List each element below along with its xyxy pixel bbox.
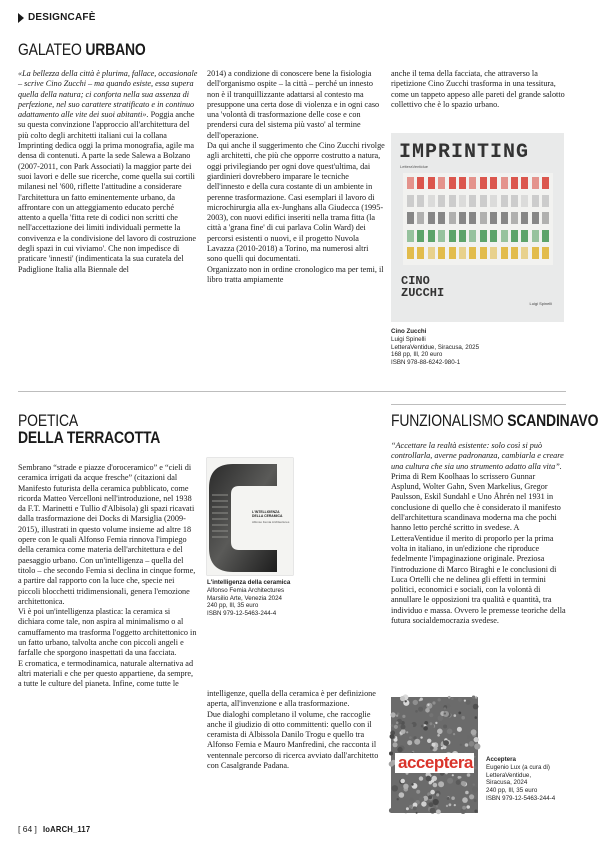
- facade-window: [542, 195, 549, 207]
- article3-headline: FUNZIONALISMO SCANDINAVO: [391, 411, 598, 430]
- caption-line: 240 pp, Ill, 35 euro: [486, 787, 538, 795]
- crowd-dot: [474, 810, 477, 813]
- crowd-dot: [461, 716, 465, 720]
- article3-quote: “Accettare la realtà esistente: solo così si può controllarla, averne padronanza, cambiarla e creare una cultura che sia uno strumento adatto alla vita”.: [391, 441, 564, 471]
- crowd-dot: [472, 696, 475, 699]
- crowd-dot: [459, 776, 461, 778]
- crowd-dot: [464, 700, 466, 702]
- crowd-dot: [410, 798, 414, 802]
- crowd-dot: [414, 739, 420, 745]
- triangle-marker-icon: [18, 13, 24, 23]
- page-number: [ 64 ]: [18, 824, 37, 834]
- crowd-dot: [407, 740, 412, 745]
- crowd-dot: [472, 787, 478, 793]
- crowd-dot: [474, 799, 477, 802]
- crowd-dot: [430, 790, 435, 795]
- facade-window: [469, 247, 476, 259]
- facade-window: [449, 212, 456, 224]
- facade-window: [542, 230, 549, 242]
- facade-window: [469, 177, 476, 189]
- article1-column-3: anche il tema della facciata, che attraverso la ripetizione Cino Zucchi trasforma in una tessitura, come un tappeto appeso alle pareti del grande salotto collettivo che è lo spazio urbano.: [391, 69, 565, 109]
- facade-window: [532, 177, 539, 189]
- crowd-dot: [391, 712, 396, 717]
- facade-window: [480, 230, 487, 242]
- crowd-dot: [458, 712, 461, 715]
- cover-publisher: LetteraVentidue: [400, 164, 429, 169]
- facade-window: [438, 195, 445, 207]
- crowd-dot: [420, 698, 423, 701]
- cover-title: IMPRINTING: [399, 141, 530, 164]
- acceptera-book-cover: [391, 697, 478, 813]
- facade-window: [521, 212, 528, 224]
- facade-window: [428, 195, 435, 207]
- facade-window: [438, 247, 445, 259]
- crowd-dot: [430, 746, 434, 750]
- facade-window: [490, 247, 497, 259]
- facade-window: [449, 247, 456, 259]
- terracotta-book-cover: [207, 458, 293, 575]
- crowd-dot: [428, 795, 432, 799]
- caption-title: Acceptera: [486, 756, 516, 763]
- crowd-dot: [451, 697, 454, 700]
- crowd-dot: [451, 796, 455, 800]
- facade-window: [469, 230, 476, 242]
- facade-window: [417, 212, 424, 224]
- facade-pattern: [403, 173, 553, 265]
- facade-window: [490, 195, 497, 207]
- crowd-dot: [473, 704, 479, 710]
- facade-window: [501, 177, 508, 189]
- crowd-dot: [409, 805, 413, 809]
- facade-window: [480, 177, 487, 189]
- crowd-dot: [466, 805, 470, 809]
- article2-column-1: Sembrano “strade e piazze d'oroceramico” e “cieli di ceramica irrigati da acque fresche” (citazioni dal Manifesto futurista della ceramica pubblicato, come ricorda Matteo Vercelloni nell'introduzione, nel 1938 da F.T. Marinetti e Tullio d'Albisola) gli spazi ricavati dalla trasformazione dei Docks di Marsiglia (2009-2015), illustrati in questo volume insieme ad altre 18 opere con le quali Alfonso Femia rinnova l'impiego della ceramica come materia dell'architettura e del paesaggio urbano. Con un'intelligenza – quella del titolo – che secondo Femia si declina in cinque forme, a partire dal rapporto con la luce che, specie nei piccoli blocchetti tridimensionali, genera l'emozione architettonica. Vi è poi un'intelligenza plastica: la ceramica si dichiara come tale, non aspira al minimalismo o al camuffamento ma trasforma l'oggetto architettonico in un fatto urbano, talvolta anche con piccoli angeli e farfalle che sporgono inaspettati da una facciata. E cromatica, e termodinamica, naturale alternativa ad altri materiali e che per questo appartiene, da sempre, a tutte le culture del pianeta. Infine, come tutte le: [18, 463, 197, 689]
- crowd-dot: [447, 729, 453, 735]
- crowd-dot: [467, 736, 470, 739]
- crowd-dot: [438, 698, 441, 701]
- crowd-dot: [466, 700, 471, 705]
- crowd-dot: [400, 779, 405, 784]
- facade-window: [459, 177, 466, 189]
- crowd-dot: [406, 731, 408, 733]
- facade-window: [417, 195, 424, 207]
- article1-quote: «La bellezza della città è plurima, fallace, occasionale – scrive Cino Zucchi – ma quando esiste, essa supera quella della natura; ci conforta nella sua assenza di perfezione, nel suo carattere stratificato e in continuo adattamento alle vite dei suoi abitanti».: [18, 69, 198, 120]
- facade-window: [428, 212, 435, 224]
- crowd-dot: [416, 812, 418, 814]
- crowd-dot: [399, 792, 405, 798]
- facade-window: [511, 212, 518, 224]
- facade-window: [532, 195, 539, 207]
- section-label: DESIGNCAFÈ: [28, 12, 96, 23]
- caption-line: Siracusa, 2024: [486, 779, 528, 787]
- facade-window: [459, 195, 466, 207]
- crowd-dot: [454, 714, 457, 717]
- crowd-dot: [461, 781, 466, 786]
- crowd-dot: [425, 708, 430, 713]
- magazine-issue: IoARCH_117: [42, 824, 91, 834]
- crowd-dot: [467, 773, 471, 777]
- crowd-dot: [443, 725, 447, 729]
- article3-column: [391, 441, 566, 626]
- facade-window: [417, 247, 424, 259]
- facade-window: [490, 177, 497, 189]
- crowd-dot: [406, 807, 409, 810]
- crowd-dot: [420, 736, 422, 738]
- crowd-dot: [393, 742, 398, 747]
- facade-window: [521, 247, 528, 259]
- crowd-dot: [397, 747, 402, 752]
- facade-window: [521, 177, 528, 189]
- cover-title: L'INTELLIGENZA DELLA CERAMICA: [252, 510, 283, 518]
- crowd-dot: [443, 740, 449, 746]
- crowd-dot: [429, 802, 434, 807]
- page-footer: [18, 824, 95, 834]
- facade-window: [459, 230, 466, 242]
- article2-caption: [207, 579, 385, 618]
- crowd-dot: [475, 696, 477, 698]
- crowd-dot: [462, 806, 466, 810]
- crowd-dot: [389, 808, 394, 813]
- caption-line: Luigi Spinelli: [391, 335, 426, 343]
- facade-window: [511, 247, 518, 259]
- crowd-dot: [458, 698, 462, 702]
- facade-window: [449, 230, 456, 242]
- caption-line: Alfonso Femia Architectures: [207, 586, 285, 594]
- crowd-dot: [462, 797, 468, 803]
- crowd-dot: [413, 700, 418, 705]
- crowd-dot: [443, 711, 449, 717]
- facade-window: [480, 247, 487, 259]
- facade-window: [428, 230, 435, 242]
- crowd-dot: [421, 725, 424, 728]
- facade-window: [459, 247, 466, 259]
- cover-title: acceptera: [398, 753, 473, 772]
- crowd-dot: [429, 713, 433, 717]
- crowd-dot: [427, 704, 429, 706]
- crowd-dot: [419, 797, 424, 802]
- facade-window: [511, 230, 518, 242]
- crowd-dot: [456, 780, 461, 785]
- crowd-dot: [402, 715, 405, 718]
- crowd-dot: [391, 724, 394, 727]
- crowd-dot: [432, 701, 435, 704]
- crowd-dot: [419, 776, 423, 780]
- facade-window: [407, 195, 414, 207]
- crowd-dot: [475, 716, 478, 719]
- facade-window: [532, 212, 539, 224]
- imprinting-book-cover: [391, 133, 564, 322]
- facade-window: [417, 177, 424, 189]
- article1-column-1: [18, 69, 198, 275]
- crowd-dot: [429, 722, 432, 725]
- crowd-dot: [437, 734, 440, 737]
- facade-window: [438, 212, 445, 224]
- crowd-dot: [430, 808, 436, 814]
- crowd-dot: [453, 733, 455, 735]
- crowd-dot: [448, 696, 451, 699]
- crowd-dot: [423, 726, 428, 731]
- crowd-dot: [452, 774, 454, 776]
- facade-window: [521, 195, 528, 207]
- cover-name: CINO ZUCCHI: [401, 274, 445, 300]
- crowd-dot: [473, 784, 475, 786]
- crowd-dot: [438, 715, 444, 721]
- crowd-dot: [454, 804, 456, 806]
- crowd-dot: [413, 806, 417, 810]
- facade-window: [469, 195, 476, 207]
- facade-window: [480, 195, 487, 207]
- crowd-dot: [426, 703, 432, 709]
- crowd-dot: [469, 741, 475, 747]
- crowd-dot: [389, 761, 394, 766]
- facade-window: [407, 177, 414, 189]
- crowd-dot: [389, 752, 393, 756]
- article2-headline: POETICA DELLA TERRACOTTA: [18, 411, 161, 447]
- facade-window: [407, 212, 414, 224]
- crowd-dot: [436, 809, 441, 814]
- crowd-dot: [474, 743, 480, 749]
- caption-line: Marsilio Arte, Venezia 2024: [207, 594, 282, 602]
- crowd-dot: [437, 729, 443, 735]
- facade-window: [428, 177, 435, 189]
- crowd-dot: [444, 707, 446, 709]
- section-divider: [18, 391, 566, 392]
- c-letter-graphic: [209, 464, 277, 572]
- section-tag: [18, 12, 96, 23]
- crowd-dot: [433, 783, 438, 788]
- facade-window: [542, 212, 549, 224]
- facade-window: [428, 247, 435, 259]
- crowd-dot: [392, 785, 398, 791]
- crowd-dot: [411, 783, 413, 785]
- crowd-dot: [446, 805, 448, 807]
- facade-window: [542, 247, 549, 259]
- article3-text: Prima di Rem Koolhaas lo scrissero Gunnar Asplund, Wolter Gahn, Sven Markelius, Gregor Paulsson, Eskil Sundahl e Uno Åhrén nel 1931 in conclusione di quello che è considerato il manifesto dell'architettura scandinava moderna ma che pochi hanno letto perché scritto in svedese. A LetteraVentidue il merito di proporlo per la prima volta in italiano, in un'edizione che riproduce fedelmente l'impaginazione originale. Preziosa l'introduzione di Marco Biraghi e le conclusioni di Luca Ortelli che ne delinea gli effetti in termini politici, economici e sociali, con la volontà di annullare le opposizioni tra qualità e quantità, tra individuo e massa. Ovvero le premesse teoriche della futura socialdemocrazia svedese.: [391, 471, 566, 626]
- facade-window: [501, 212, 508, 224]
- crowd-dot: [421, 801, 426, 806]
- crowd-dot: [474, 737, 479, 742]
- cover-title-band: [395, 753, 474, 773]
- crowd-dot: [438, 781, 444, 787]
- caption-line: ISBN 979-12-5463-244-4: [486, 794, 556, 802]
- facade-window: [438, 177, 445, 189]
- crowd-dot: [396, 715, 398, 717]
- facade-window: [501, 195, 508, 207]
- crowd-dot: [471, 729, 477, 735]
- facade-window: [501, 230, 508, 242]
- facade-window: [449, 177, 456, 189]
- crowd-dot: [405, 700, 407, 702]
- crowd-dot: [401, 725, 406, 730]
- cover-author: Alfonso Femia Architectures: [252, 520, 290, 524]
- crowd-dot: [433, 799, 439, 805]
- facade-window: [480, 212, 487, 224]
- crowd-dot: [410, 724, 414, 728]
- crowd-dot: [403, 784, 408, 789]
- facade-window: [532, 230, 539, 242]
- crowd-dot: [426, 776, 431, 781]
- crowd-dot: [390, 734, 395, 739]
- facade-window: [490, 212, 497, 224]
- facade-window: [532, 247, 539, 259]
- article1-column-2: 2014) a condizione di conoscere bene la fisiologia dell'organismo ospite – la città – perché un innesto non è il tranquillizzante adattarsi al contesto ma presuppone una certa dose di violenza e in ogni caso una 'volontà di trasformazione delle cose e con prendersi cura del sistema più vasto' al termine dell'operazione. Da qui anche il suggerimento che Cino Zucchi rivolge agli architetti, che più che opporre costrutto a natura, oggi privilegiando per ogni dove quest'ultima, dai giardinieri dovrebbero imparare le tecniche dell'innesto e della cura costante di un ambiente in perenne trasformazione. Casi esemplari il lavoro di microchirurgia alla ex-Junghans alla Giudecca (1995-2003), con nuovi edifici inseriti nella trama fitta (la città a 'grana fine' di cui parlava Colin Ward) dei percorsi esistenti o nuovi, e il progetto Nuvola Lavazza (2010-2018) a Torino, ma numerosi altri sono quelli qui documentati. Organizzato non in ordine cronologico ma per temi, il libro tratta ampiamente: [207, 69, 385, 284]
- crowd-dot: [444, 712, 446, 714]
- facade-window: [407, 247, 414, 259]
- caption-line: ISBN 979-12-5463-244-4: [207, 610, 277, 618]
- caption-line: ISBN 978-88-6242-980-1: [391, 359, 461, 367]
- facade-window: [469, 212, 476, 224]
- caption-line: 168 pp, Ill, 20 euro: [391, 351, 443, 359]
- facade-window: [490, 230, 497, 242]
- article3-caption: [486, 756, 566, 803]
- crowd-dot: [424, 721, 428, 725]
- caption-line: LetteraVentidue,: [486, 771, 532, 779]
- crowd-dot: [409, 736, 412, 739]
- article1-headline: GALATEO URBANO: [18, 40, 146, 59]
- column-divider: [391, 404, 566, 405]
- crowd-dot: [416, 790, 420, 794]
- facade-window: [459, 212, 466, 224]
- crowd-dot: [465, 791, 469, 795]
- caption-title: L'intelligenza della ceramica: [207, 579, 291, 586]
- facade-window: [521, 230, 528, 242]
- crowd-dot: [469, 794, 474, 799]
- crowd-dot: [436, 805, 438, 807]
- article2-column-2: intelligenze, quella della ceramica è per definizione aperta, all'invenzione e alla trasformazione. Due dialoghi completano il volume, che raccoglie anche il giudizio di otto committenti: quello con il ceramista di Albissola Danilo Trogu e quello tra Alfonso Femia e Mauro Manfredini, che racconta il ventennale percorso di ricerca avviato dall'architetto con Casalgrande Padana.: [207, 689, 379, 771]
- crowd-dot: [436, 793, 439, 796]
- crowd-dot: [396, 721, 399, 724]
- crowd-dot: [397, 798, 399, 800]
- article1-caption: [391, 328, 565, 367]
- facade-window: [501, 247, 508, 259]
- crowd-dot: [449, 803, 452, 806]
- facade-window: [511, 177, 518, 189]
- crowd-dot: [418, 707, 423, 712]
- crowd-dot: [460, 744, 462, 746]
- crowd-dot: [401, 729, 406, 734]
- crowd-dot: [415, 710, 418, 713]
- facade-window: [449, 195, 456, 207]
- cover-author: Luigi Spinelli: [529, 301, 552, 306]
- facade-window: [511, 195, 518, 207]
- crowd-dot: [465, 743, 469, 747]
- crowd-dot: [431, 780, 434, 783]
- crowd-dot: [427, 739, 431, 743]
- facade-window: [407, 230, 414, 242]
- facade-window: [438, 230, 445, 242]
- facade-window: [417, 230, 424, 242]
- crowd-dot: [435, 722, 437, 724]
- caption-title: Cino Zucchi: [391, 328, 427, 335]
- caption-line: Eugenio Lux (a cura di): [486, 763, 550, 771]
- crowd-dot: [447, 797, 450, 800]
- crowd-dot: [432, 743, 436, 747]
- caption-line: 240 pp, Ill, 35 euro: [207, 602, 259, 610]
- crowd-dot: [400, 696, 405, 701]
- caption-line: LetteraVentidue, Siracusa, 2025: [391, 343, 480, 351]
- article1-col1-text: Poggia anche su questa convinzione l'approccio all'architettura del più colto degli architetti italiani cui la collana Imprinting dedica oggi la prima monografia, agile ma densa di contenuti. A parte la sede Salewa a Bolzano (2007-2011, con Park Associati) la maggior parte dei suoi lavori e delle sue ricerche, come quella sui cortili milanesi nel '600, riflette l'attitudine a considerare l'architettura un fatto eminentemente urbano, da affrontare con un atteggiamento educato perché attento a quella 'fitta rete di codici non scritti che nell'accettazione dei limiti individuali permette la convivenza e la condivisione del lavoro di costruzione degli spazi in cui viviamo'. Che non impedisce di praticare 'innesti' (indimenticata la sua curatela del Padiglione Italia alla Biennale del: [18, 110, 197, 274]
- facade-window: [542, 177, 549, 189]
- crowd-dot: [394, 725, 398, 729]
- crowd-dot: [447, 778, 453, 784]
- crowd-dot: [457, 727, 462, 732]
